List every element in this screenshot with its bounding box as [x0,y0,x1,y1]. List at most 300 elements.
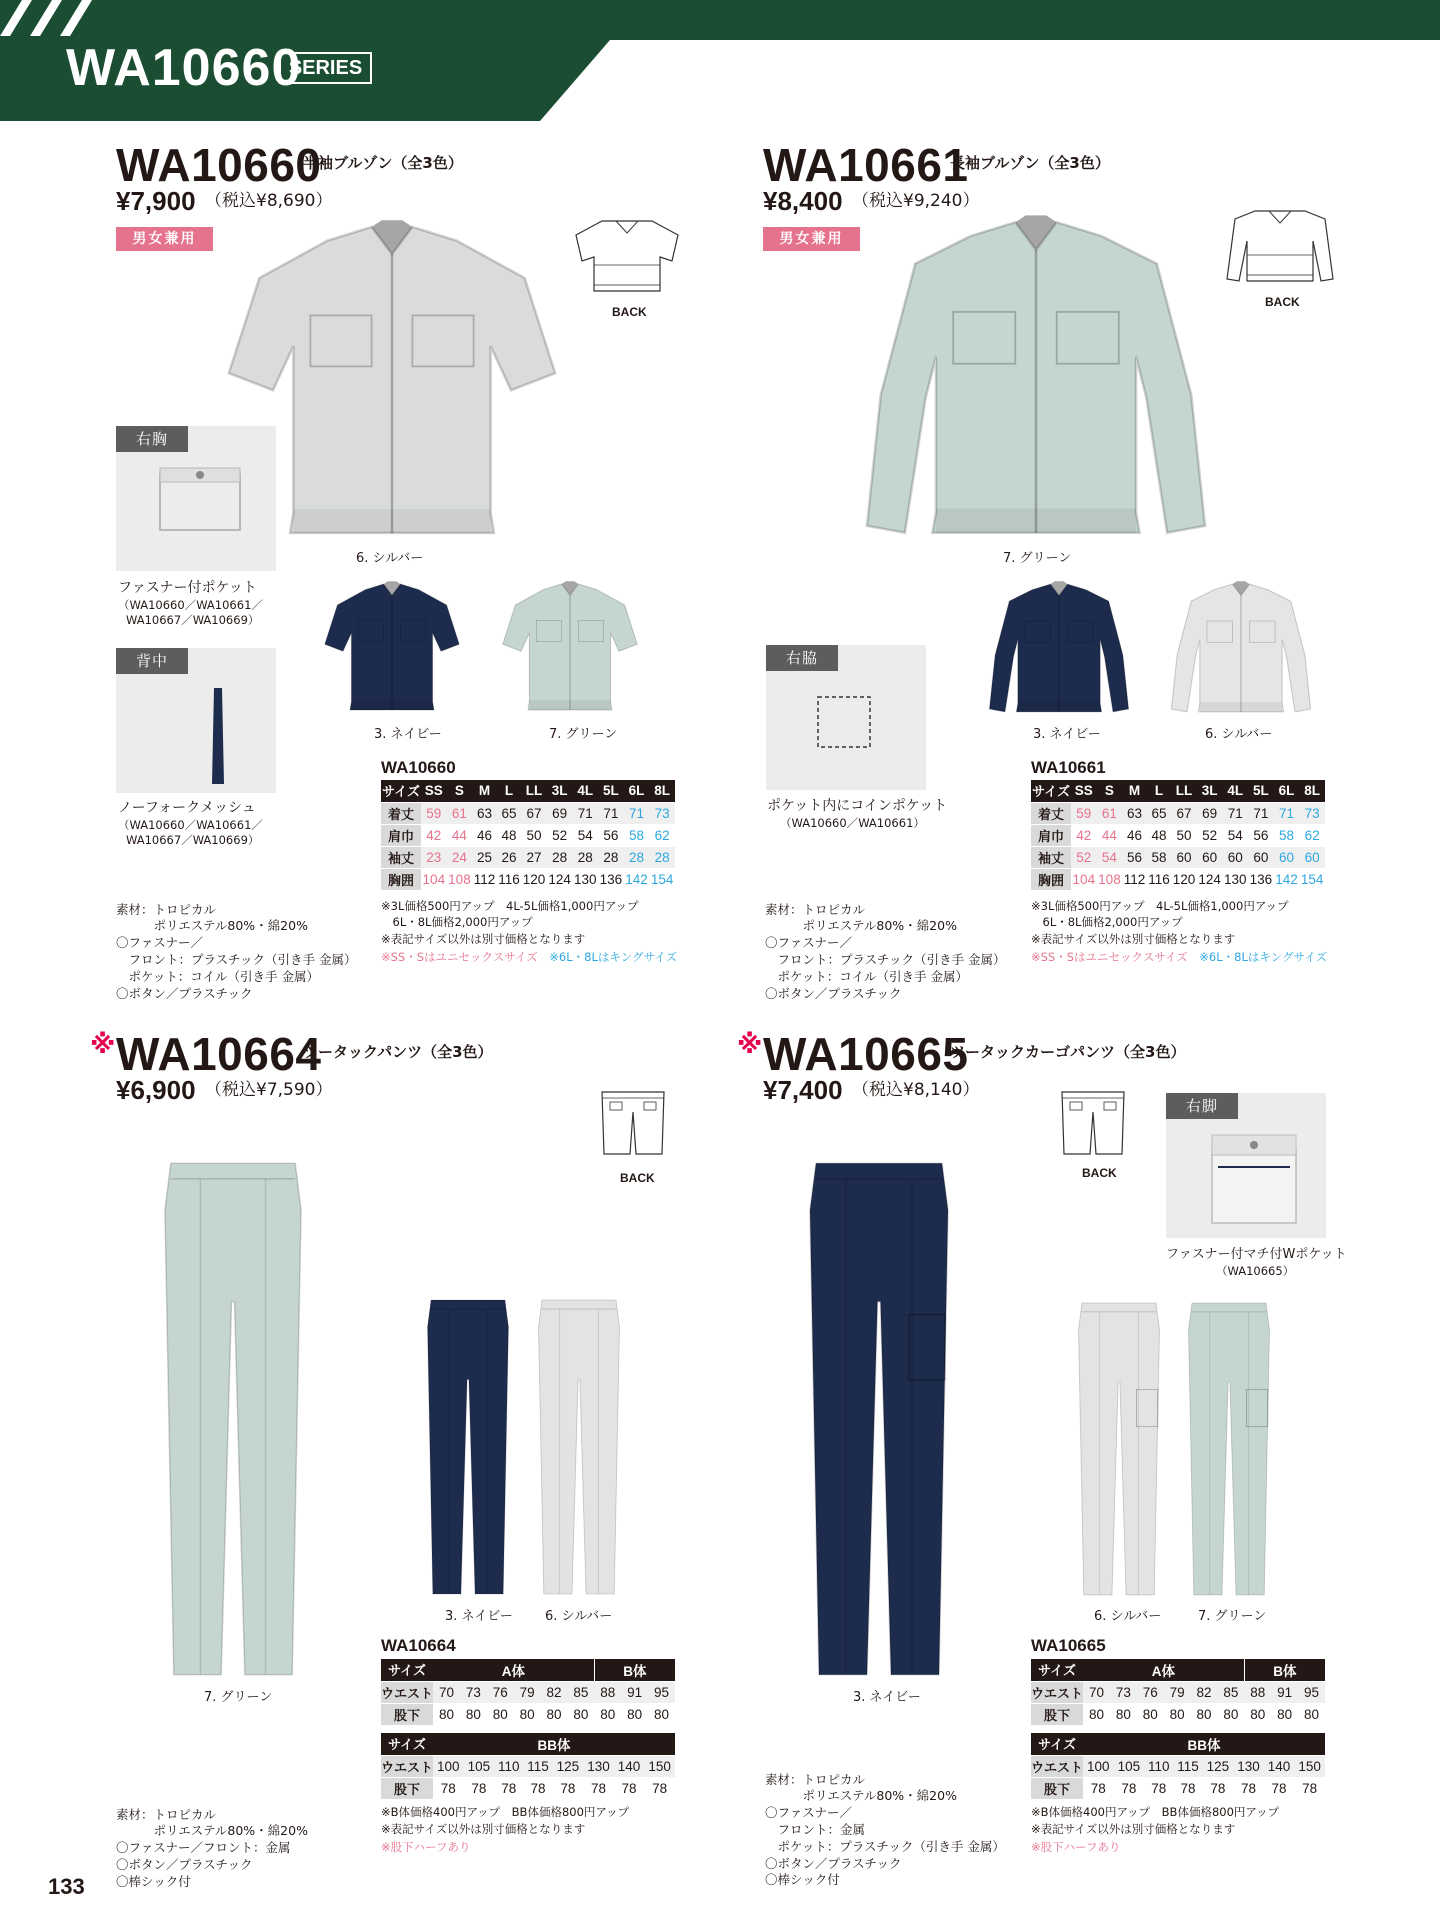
text-line: 〇ファスナー／ [765,1805,853,1821]
table-cell: 110 [494,1755,523,1777]
table-cell: 108 [447,868,473,890]
table-cell: 65 [497,802,521,824]
detail-tag: 右脚 [1166,1093,1238,1119]
table-cell: 28 [572,846,598,868]
variant-color-label: 3. ネイビー [445,1609,513,1624]
table-cell: 105 [464,1755,495,1777]
table-cell: 80 [1110,1703,1137,1725]
table-cell: 130 [572,868,598,890]
table-cell: サイズ [381,1733,433,1755]
table-cell: 8L [649,780,675,802]
text-line: 〇ボタン／プラスチック [765,1855,902,1871]
detail-caption: ノーフォークメッシュ [118,800,256,816]
variant-color-label: 3. ネイビー [374,727,442,742]
table-cell: 78 [523,1777,552,1799]
table-cell: S [1097,780,1123,802]
back-view-icon [572,215,682,295]
table-cell: 23 [421,846,447,868]
table-cell: 130 [1233,1755,1264,1777]
table-cell: 48 [1147,824,1171,846]
detail-photo-leg [1166,1093,1326,1238]
table-cell: 24 [447,846,473,868]
table-cell: 股下 [381,1777,433,1799]
main-pants-navy [804,1158,954,1680]
table-cell: 78 [1264,1777,1295,1799]
table-cell: 112 [1122,868,1146,890]
text-line: 〇棒シック付 [765,1872,840,1888]
product-name: ツータックカーゴパンツ（全3色） [950,1043,1186,1061]
table-cell: 124 [1197,868,1223,890]
table-cell: 80 [1137,1703,1164,1725]
table-cell: 76 [1137,1681,1164,1703]
table-cell: 80 [1191,1703,1218,1725]
size-table-title: WA10665 [1031,1636,1106,1655]
size-table-a-b [1031,1659,1325,1726]
table-cell: 56 [1248,824,1274,846]
table-note-size-type [381,950,677,965]
detail-photo-back [116,648,276,793]
table-cell: A体 [1083,1659,1244,1681]
series-header [0,0,1440,121]
variant-pants-silver [535,1297,623,1597]
table-cell: SS [421,780,447,802]
table-cell: 袖丈 [1031,846,1071,868]
table-row [381,1733,675,1755]
size-table-title: WA10664 [381,1636,456,1655]
text-line: ポリエステル80%・綿20% [116,1823,308,1839]
main-color-label: 6. シルバー [356,551,424,566]
table-cell: 78 [1294,1777,1325,1799]
table-row [1031,1755,1325,1777]
table-cell: L [1147,780,1171,802]
table-cell: 肩巾 [1031,824,1071,846]
table-cell: 肩巾 [381,824,421,846]
detail-tag: 右脇 [766,645,838,671]
size-table [381,780,675,891]
table-cell: 62 [1299,824,1325,846]
table-cell: 78 [614,1777,645,1799]
product-price: ¥6,900 [116,1075,196,1105]
detail-sub: （WA10660／WA10661／ [118,818,263,832]
table-cell: 67 [521,802,547,824]
table-cell: 48 [497,824,521,846]
table-cell: 80 [1164,1703,1191,1725]
text-line: ポリエステル80%・綿20% [765,918,957,934]
table-cell: 60 [1248,846,1274,868]
material-spec [116,1773,308,1920]
table-cell: 91 [621,1681,648,1703]
table-cell: 80 [621,1703,648,1725]
table-cell: 65 [1147,802,1171,824]
main-color-label: 7. グリーン [204,1690,273,1705]
table-cell: 130 [1222,868,1248,890]
table-cell: 61 [447,802,473,824]
detail-photo-chest [116,426,276,571]
variant-color-label: 7. グリーン [1198,1609,1267,1624]
table-cell: 73 [460,1681,487,1703]
page-number: 133 [48,1874,85,1899]
table-cell: 71 [1248,802,1274,824]
variant-color-label: 3. ネイビー [1033,727,1101,742]
table-row [1031,824,1325,846]
table-row [381,824,675,846]
table-cell: 100 [433,1755,464,1777]
text-line: ※SS・Sはユニセックスサイズ [381,950,538,964]
table-note: ※B体価格400円アップ BB体価格800円アップ [1031,1805,1280,1819]
table-note: ※表記サイズ以外は別寸価格となります [381,1822,586,1836]
variant-pants-navy [424,1297,512,1597]
table-cell: 104 [421,868,447,890]
main-color-label: 3. ネイビー [853,1690,921,1705]
material-spec [765,1738,1005,1920]
table-cell: 60 [1299,846,1325,868]
table-cell: 80 [1217,1703,1244,1725]
unisex-badge: 男女兼用 [116,227,213,251]
detail-caption: ポケット内にコインポケット [767,798,948,814]
table-cell: 28 [598,846,624,868]
variant-color-label: 6. シルバー [1205,727,1273,742]
table-row [381,1703,675,1725]
table-cell: 108 [1097,868,1123,890]
table-cell: 28 [649,846,675,868]
table-cell: 73 [1299,802,1325,824]
table-cell: 115 [523,1755,552,1777]
text-line: ※SS・Sはユニセックスサイズ [1031,950,1188,964]
text-line: 〇ボタン／プラスチック [116,985,253,1001]
table-cell: サイズ [1031,1733,1083,1755]
table-cell: 54 [572,824,598,846]
variant-pants-green [1185,1300,1273,1598]
table-cell: 112 [472,868,496,890]
series-code: WA10660 [66,39,302,97]
text-line: 〇棒シック付 [116,1873,191,1889]
back-label: BACK [1265,295,1300,309]
table-cell: 60 [1222,846,1248,868]
table-cell: 82 [1191,1681,1218,1703]
table-cell: 80 [1298,1703,1325,1725]
table-cell: 3L [1197,780,1223,802]
table-cell: 105 [1114,1755,1145,1777]
table-cell: 73 [649,802,675,824]
variant-color-label: 7. グリーン [549,727,618,742]
variant-jacket-green [500,577,640,717]
table-cell: サイズ [1031,1659,1083,1681]
table-cell: 71 [598,802,624,824]
table-note: ※表記サイズ以外は別寸価格となります [381,932,586,946]
table-row [381,1755,675,1777]
detail-caption: ファスナー付マチ付Wポケット [1166,1247,1347,1262]
table-cell: 142 [624,868,650,890]
table-cell: 58 [1274,824,1300,846]
text-line: 素材：トロピカル [765,901,866,917]
text-line: ポケット：プラスチック（引き手 金属） [765,1838,1005,1854]
slash-decoration-icon [0,0,96,36]
main-jacket-green [856,205,1216,550]
size-table-a-b [381,1659,675,1726]
table-cell: 136 [598,868,624,890]
table-cell: 85 [1217,1681,1244,1703]
text-line: フロント：金属 [765,1821,866,1837]
table-cell: 60 [1274,846,1300,868]
material-spec [765,868,1005,1036]
table-cell: LL [521,780,547,802]
table-cell: 80 [541,1703,568,1725]
size-table-title: WA10660 [381,758,456,777]
text-line: フロント：プラスチック（引き手 金属） [765,951,1006,967]
main-pants-green [159,1158,307,1680]
text-line: 素材：トロピカル [116,1806,217,1822]
detail-sub: WA10667／WA10669） [126,613,260,627]
detail-sub: （WA10660／WA10661） [780,816,925,830]
table-cell: 8L [1299,780,1325,802]
table-row [1031,1659,1325,1681]
table-note-inseam: ※股下ハーフあり [1031,1840,1121,1854]
table-cell: 胸囲 [1031,868,1071,890]
product-price: ¥7,900 [116,186,196,216]
series-badge: SERIES [279,52,372,84]
back-label: BACK [1082,1166,1117,1180]
coin-pocket-icon [814,693,874,753]
table-cell: 60 [1197,846,1223,868]
cargo-pocket-icon [1206,1127,1302,1227]
table-cell: 71 [1222,802,1248,824]
table-cell: A体 [433,1659,594,1681]
table-cell: 80 [460,1703,487,1725]
table-row [1031,802,1325,824]
table-cell: BB体 [433,1733,675,1755]
product-name: 半袖ブルゾン（全3色） [303,154,463,172]
variant-jacket-navy [988,577,1130,719]
back-view-icon [598,1088,668,1158]
table-row [381,802,675,824]
table-cell: サイズ [381,780,421,802]
table-cell: 70 [1083,1681,1110,1703]
table-row [381,780,675,802]
size-table-bb [381,1733,675,1800]
table-cell: 股下 [381,1703,433,1725]
table-cell: 80 [1083,1703,1110,1725]
table-cell: 78 [644,1777,675,1799]
table-row [1031,868,1325,890]
table-cell: 44 [1097,824,1123,846]
table-note: ※3L価格500円アップ 4L-5L価格1,000円アップ [1031,899,1289,913]
table-cell: 150 [1294,1755,1325,1777]
table-cell: 5L [598,780,624,802]
table-cell: 140 [614,1755,645,1777]
table-cell: LL [1171,780,1197,802]
table-cell: 6L [1274,780,1300,802]
table-cell: 130 [583,1755,614,1777]
table-cell: 79 [514,1681,541,1703]
table-cell: 71 [624,802,650,824]
table-cell: 104 [1071,868,1097,890]
table-cell: M [472,780,496,802]
table-cell: 78 [1144,1777,1173,1799]
table-cell: 110 [1144,1755,1173,1777]
table-row [1031,1703,1325,1725]
table-cell: 56 [1122,846,1146,868]
table-cell: 着丈 [1031,802,1071,824]
detail-sub: （WA10665） [1216,1264,1295,1278]
table-cell: 26 [497,846,521,868]
table-cell: 125 [1203,1755,1234,1777]
product-code: WA10665 [763,1028,969,1080]
table-cell: 95 [1298,1681,1325,1703]
back-label: BACK [612,305,647,319]
text-line: 〇ファスナー／ [116,935,204,951]
table-cell: 着丈 [381,802,421,824]
table-cell: 28 [547,846,573,868]
table-cell: 80 [514,1703,541,1725]
table-cell: 79 [1164,1681,1191,1703]
table-note: ※3L価格500円アップ 4L-5L価格1,000円アップ [381,899,639,913]
table-cell: 胸囲 [381,868,421,890]
table-cell: 3L [547,780,573,802]
detail-caption: ファスナー付ポケット [118,580,257,596]
table-cell: 44 [447,824,473,846]
back-view-icon [1058,1088,1128,1158]
back-view-icon [1225,205,1335,285]
back-label: BACK [620,1171,655,1185]
table-cell: 52 [1197,824,1223,846]
product-price: ¥7,400 [763,1075,843,1105]
table-cell: 71 [1274,802,1300,824]
size-table-bb [1031,1733,1325,1800]
table-note: 6L・8L価格2,000円アップ [381,915,533,929]
text-line: ポリエステル80%・綿20% [765,1788,957,1804]
pocket-icon [156,464,246,534]
table-cell: 80 [567,1703,594,1725]
detail-photo-side [766,645,926,790]
table-cell: 78 [1233,1777,1264,1799]
table-cell: 4L [1222,780,1248,802]
table-cell: 59 [421,802,447,824]
reference-mark: ※ [737,1030,763,1060]
variant-color-label: 6. シルバー [1094,1609,1162,1624]
table-cell: 60 [1171,846,1197,868]
table-cell: 63 [472,802,496,824]
table-cell: 154 [649,868,675,890]
table-row [1031,846,1325,868]
table-cell: 63 [1122,802,1146,824]
table-cell: 27 [521,846,547,868]
text-line: 素材：トロピカル [116,901,217,917]
table-row [1031,1733,1325,1755]
table-cell: 28 [624,846,650,868]
table-row [381,868,675,890]
table-cell: 100 [1083,1755,1114,1777]
table-cell: 85 [567,1681,594,1703]
table-cell: 61 [1097,802,1123,824]
product-name: 長袖ブルゾン（全3色） [950,154,1110,172]
size-table [1031,780,1325,891]
table-cell: 54 [1222,824,1248,846]
table-row [381,846,675,868]
table-cell: 42 [421,824,447,846]
table-cell: 袖丈 [381,846,421,868]
table-cell: 71 [572,802,598,824]
product-code: WA10660 [116,139,322,191]
table-cell: 62 [649,824,675,846]
table-cell: 88 [1244,1681,1271,1703]
table-row [1031,780,1325,802]
table-cell: 46 [1122,824,1146,846]
table-note: 6L・8L価格2,000円アップ [1031,915,1183,929]
table-cell: 69 [1197,802,1223,824]
table-cell: 78 [433,1777,464,1799]
table-cell: 56 [598,824,624,846]
table-row [1031,1777,1325,1799]
text-line: ※6L・8Lはキングサイズ [549,950,678,964]
table-cell: SS [1071,780,1097,802]
table-cell: 80 [594,1703,621,1725]
table-note-size-type [1031,950,1327,965]
size-table-title: WA10661 [1031,758,1106,777]
table-cell: 80 [487,1703,514,1725]
variant-jacket-silver [1170,577,1312,719]
table-cell: 82 [541,1681,568,1703]
table-cell: 154 [1299,868,1325,890]
table-cell: 76 [487,1681,514,1703]
table-cell: 58 [624,824,650,846]
table-cell: ウエスト [381,1755,433,1777]
table-cell: 140 [1264,1755,1295,1777]
text-line: 〇ボタン／プラスチック [765,985,902,1001]
table-cell: 25 [472,846,496,868]
table-cell: サイズ [1031,780,1071,802]
text-line: ポケット：コイル（引き手 金属） [116,968,319,984]
table-cell: 120 [521,868,547,890]
table-cell: 78 [1083,1777,1114,1799]
table-cell: 69 [547,802,573,824]
table-row [1031,1681,1325,1703]
table-note: ※B体価格400円アップ BB体価格800円アップ [381,1805,630,1819]
table-row [381,1659,675,1681]
table-cell: 78 [1114,1777,1145,1799]
table-cell: 120 [1171,868,1197,890]
table-cell: 142 [1274,868,1300,890]
detail-sub: （WA10660／WA10661／ [118,598,263,612]
table-cell: 88 [594,1681,621,1703]
unisex-badge: 男女兼用 [763,227,860,251]
table-note: ※表記サイズ以外は別寸価格となります [1031,932,1236,946]
table-cell: 78 [583,1777,614,1799]
table-cell: 50 [521,824,547,846]
table-cell: B体 [1244,1659,1325,1681]
table-cell: 52 [547,824,573,846]
table-cell: 78 [553,1777,584,1799]
table-cell: 116 [497,868,521,890]
text-line: フロント：プラスチック（引き手 金属） [116,951,357,967]
table-cell: 46 [472,824,496,846]
detail-sub: WA10667／WA10669） [126,833,260,847]
table-cell: S [447,780,473,802]
reference-mark: ※ [90,1030,116,1060]
table-cell: 73 [1110,1681,1137,1703]
table-cell: L [497,780,521,802]
text-line: ポケット：コイル（引き手 金属） [765,968,968,984]
table-cell: 52 [1071,846,1097,868]
table-row [381,1777,675,1799]
table-cell: M [1122,780,1146,802]
table-cell: 42 [1071,824,1097,846]
product-price-tax: （税込¥9,240） [852,191,980,211]
table-note: ※表記サイズ以外は別寸価格となります [1031,1822,1236,1836]
table-cell: 6L [624,780,650,802]
table-cell: 115 [1173,1755,1202,1777]
table-cell: 78 [1203,1777,1234,1799]
table-cell: 78 [494,1777,523,1799]
